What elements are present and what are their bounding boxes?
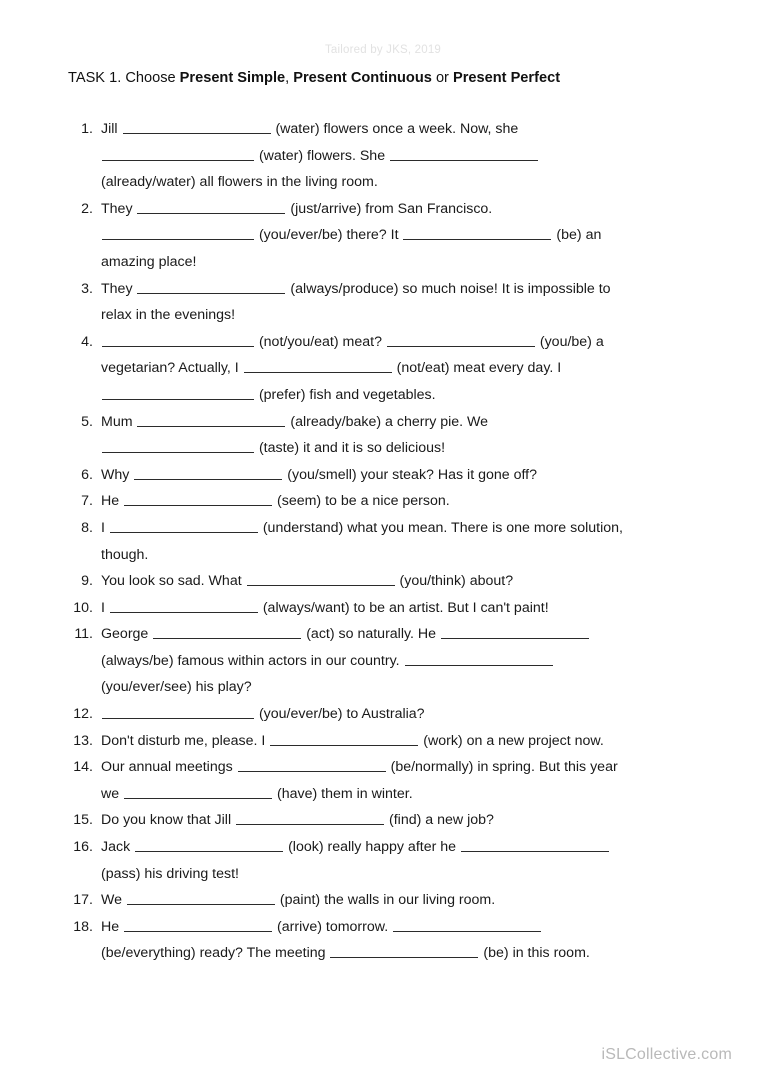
answer-blank[interactable]	[102, 224, 254, 240]
question-line	[101, 648, 702, 675]
answer-blank[interactable]	[137, 278, 285, 294]
question-body	[101, 276, 702, 329]
answer-blank[interactable]	[330, 942, 478, 958]
question-line	[101, 940, 702, 967]
question-line	[101, 754, 702, 781]
question-text: amazing place!	[101, 253, 197, 270]
task-title-prefix: TASK 1. Choose	[68, 70, 180, 86]
answer-blank[interactable]	[102, 384, 254, 400]
question-text: (understand) what you mean. There is one more solution,	[258, 519, 623, 536]
task-title-bold-present-perfect: Present Perfect	[452, 70, 561, 86]
question-line	[101, 861, 702, 888]
task-title-sep-1: ,	[285, 70, 294, 86]
question-text: (you/think) about?	[395, 573, 514, 590]
answer-blank[interactable]	[236, 809, 384, 825]
question-text: vegetarian? Actually, I	[101, 360, 243, 377]
question-text: You look so sad. What	[101, 573, 246, 590]
question-text: (taste) it and it is so delicious!	[255, 440, 446, 457]
question-list	[68, 116, 702, 967]
question-body	[101, 595, 702, 622]
question-item	[68, 595, 702, 622]
task-title-sep-2: or	[431, 70, 453, 86]
question-text: (find) a new job?	[385, 812, 494, 829]
question-text: (be/normally) in spring. But this year	[386, 759, 618, 776]
question-text: (you/ever/be) there? It	[255, 227, 403, 244]
answer-blank[interactable]	[110, 517, 258, 533]
task-title-bold-present-continuous: Present Continuous	[293, 70, 432, 86]
question-text: Why	[101, 466, 134, 483]
question-text: Mum	[101, 413, 137, 430]
question-line	[101, 621, 702, 648]
question-text: though.	[101, 546, 149, 563]
question-body	[101, 728, 702, 755]
question-item	[68, 116, 702, 196]
question-text: I	[101, 599, 109, 616]
question-number: 17.	[73, 892, 93, 909]
question-body	[101, 409, 702, 462]
answer-blank[interactable]	[102, 437, 254, 453]
question-line	[101, 169, 702, 196]
answer-blank[interactable]	[405, 650, 553, 666]
question-item	[68, 621, 702, 701]
question-text: relax in the evenings!	[101, 307, 236, 324]
question-text: (just/arrive) from San Francisco.	[286, 200, 493, 217]
question-line	[101, 674, 702, 701]
question-item	[68, 914, 702, 967]
answer-blank[interactable]	[390, 145, 538, 161]
question-line	[101, 515, 702, 542]
question-line	[101, 914, 702, 941]
question-item	[68, 488, 702, 515]
question-item	[68, 276, 702, 329]
question-body	[101, 329, 702, 409]
question-body	[101, 914, 702, 967]
question-number: 13.	[73, 732, 93, 749]
question-text: (not/eat) meat every day. I	[392, 360, 562, 377]
question-body	[101, 488, 702, 515]
answer-blank[interactable]	[102, 331, 254, 347]
question-text: (work) on a new project now.	[419, 732, 604, 749]
question-number: 11.	[74, 626, 93, 643]
question-item	[68, 515, 702, 568]
question-item	[68, 568, 702, 595]
question-line	[101, 355, 702, 382]
question-number: 18.	[73, 918, 93, 935]
bottom-watermark: iSLCollective.com	[601, 1046, 732, 1063]
question-line	[101, 462, 702, 489]
question-number: 14.	[73, 759, 93, 776]
question-line	[101, 435, 702, 462]
answer-blank[interactable]	[153, 623, 301, 639]
question-text: (arrive) tomorrow.	[273, 918, 393, 935]
question-line	[101, 302, 702, 329]
answer-blank[interactable]	[124, 490, 272, 506]
question-text: Do you know that Jill	[101, 812, 236, 829]
question-line	[101, 329, 702, 356]
question-text: They	[101, 280, 137, 297]
question-line	[101, 222, 702, 249]
answer-blank[interactable]	[403, 224, 551, 240]
question-line	[101, 887, 702, 914]
page-title	[68, 68, 702, 88]
question-text: He	[101, 918, 124, 935]
question-body	[101, 462, 702, 489]
answer-blank[interactable]	[124, 783, 272, 799]
question-body	[101, 196, 702, 276]
question-number: 10.	[73, 599, 93, 616]
question-text: (pass) his driving test!	[101, 865, 239, 882]
question-line	[101, 701, 702, 728]
question-text: George	[101, 626, 153, 643]
question-text: I	[101, 519, 109, 536]
answer-blank[interactable]	[127, 889, 275, 905]
question-line	[101, 807, 702, 834]
question-text: (water) flowers once a week. Now, she	[271, 121, 519, 137]
answer-blank[interactable]	[461, 836, 609, 852]
question-text: (not/you/eat) meat?	[255, 333, 386, 350]
question-number: 9.	[81, 573, 93, 590]
question-item	[68, 807, 702, 834]
top-watermark: Tailored by JKS, 2019	[324, 44, 442, 56]
question-text: Don't disturb me, please. I	[101, 732, 270, 749]
question-line	[101, 276, 702, 303]
question-text: Jack	[101, 839, 135, 856]
question-number: 6.	[81, 466, 93, 483]
question-text: (always/want) to be an artist. But I can't paint!	[258, 599, 549, 616]
question-body	[101, 834, 702, 887]
question-text: (be/everything) ready? The meeting	[101, 945, 330, 962]
task-title-bold-present-simple: Present Simple	[179, 70, 286, 86]
question-number: 16.	[73, 839, 93, 856]
question-text: (look) really happy after he	[284, 839, 460, 856]
question-text: (water) flowers. She	[255, 147, 390, 164]
question-text: Jill	[101, 121, 122, 137]
answer-blank[interactable]	[123, 118, 271, 134]
question-text: (already/water) all flowers in the living room.	[101, 174, 378, 191]
question-item	[68, 329, 702, 409]
question-body	[101, 701, 702, 728]
question-text: (be) in this room.	[479, 945, 590, 962]
answer-blank[interactable]	[393, 916, 541, 932]
question-number: 15.	[73, 812, 93, 829]
question-body	[101, 621, 702, 701]
question-text: (always/be) famous within actors in our country.	[101, 652, 404, 669]
question-text: (seem) to be a nice person.	[273, 493, 450, 510]
answer-blank[interactable]	[110, 597, 258, 613]
question-item	[68, 701, 702, 728]
question-number: 1.	[81, 121, 93, 137]
question-text: (prefer) fish and vegetables.	[255, 386, 436, 403]
question-text: (have) them in winter.	[273, 785, 413, 802]
question-item	[68, 887, 702, 914]
question-line	[101, 781, 702, 808]
answer-blank[interactable]	[441, 623, 589, 639]
question-number: 12.	[73, 706, 93, 723]
question-line	[101, 382, 702, 409]
question-text: He	[101, 493, 124, 510]
question-item	[68, 462, 702, 489]
question-text: (paint) the walls in our living room.	[275, 892, 496, 909]
question-line	[101, 488, 702, 515]
question-line	[101, 143, 702, 170]
question-body	[101, 807, 702, 834]
question-line	[101, 728, 702, 755]
question-text: Our annual meetings	[101, 759, 237, 776]
question-text: (already/bake) a cherry pie. We	[286, 413, 489, 430]
question-text: They	[101, 200, 137, 217]
question-body	[101, 116, 702, 196]
answer-blank[interactable]	[238, 756, 386, 772]
question-line	[101, 834, 702, 861]
question-item	[68, 754, 702, 807]
answer-blank[interactable]	[137, 198, 285, 214]
question-line	[101, 542, 702, 569]
question-line	[101, 568, 702, 595]
answer-blank[interactable]	[102, 703, 254, 719]
question-line	[101, 595, 702, 622]
question-line	[101, 249, 702, 276]
question-body	[101, 568, 702, 595]
question-body	[101, 754, 702, 807]
question-number: 7.	[81, 493, 93, 510]
question-text: (act) so naturally. He	[302, 626, 440, 643]
question-item	[68, 728, 702, 755]
answer-blank[interactable]	[137, 411, 285, 427]
question-number: 4.	[81, 333, 93, 350]
question-body	[101, 887, 702, 914]
question-line	[101, 116, 702, 143]
question-text: (be) an	[552, 227, 602, 244]
question-item	[68, 196, 702, 276]
answer-blank[interactable]	[135, 836, 283, 852]
answer-blank[interactable]	[244, 357, 392, 373]
question-text: we	[101, 785, 124, 802]
question-line	[101, 409, 702, 436]
question-line	[101, 196, 702, 223]
question-number: 3.	[81, 280, 93, 297]
question-number: 5.	[81, 413, 93, 430]
question-text: We	[101, 892, 126, 909]
question-body	[101, 515, 702, 568]
answer-blank[interactable]	[247, 570, 395, 586]
question-item	[68, 409, 702, 462]
question-number: 8.	[81, 519, 93, 536]
question-text: (you/ever/see) his play?	[101, 679, 252, 696]
answer-blank[interactable]	[134, 464, 282, 480]
answer-blank[interactable]	[270, 730, 418, 746]
answer-blank[interactable]	[387, 331, 535, 347]
question-text: (you/be) a	[535, 333, 604, 350]
answer-blank[interactable]	[124, 916, 272, 932]
question-number: 2.	[81, 200, 93, 217]
worksheet-content	[68, 68, 702, 967]
answer-blank[interactable]	[102, 145, 254, 161]
question-text: (you/smell) your steak? Has it gone off?	[283, 466, 537, 483]
question-text: (always/produce) so much noise! It is impossible to	[286, 280, 611, 297]
question-item	[68, 834, 702, 887]
question-text: (you/ever/be) to Australia?	[255, 706, 425, 723]
